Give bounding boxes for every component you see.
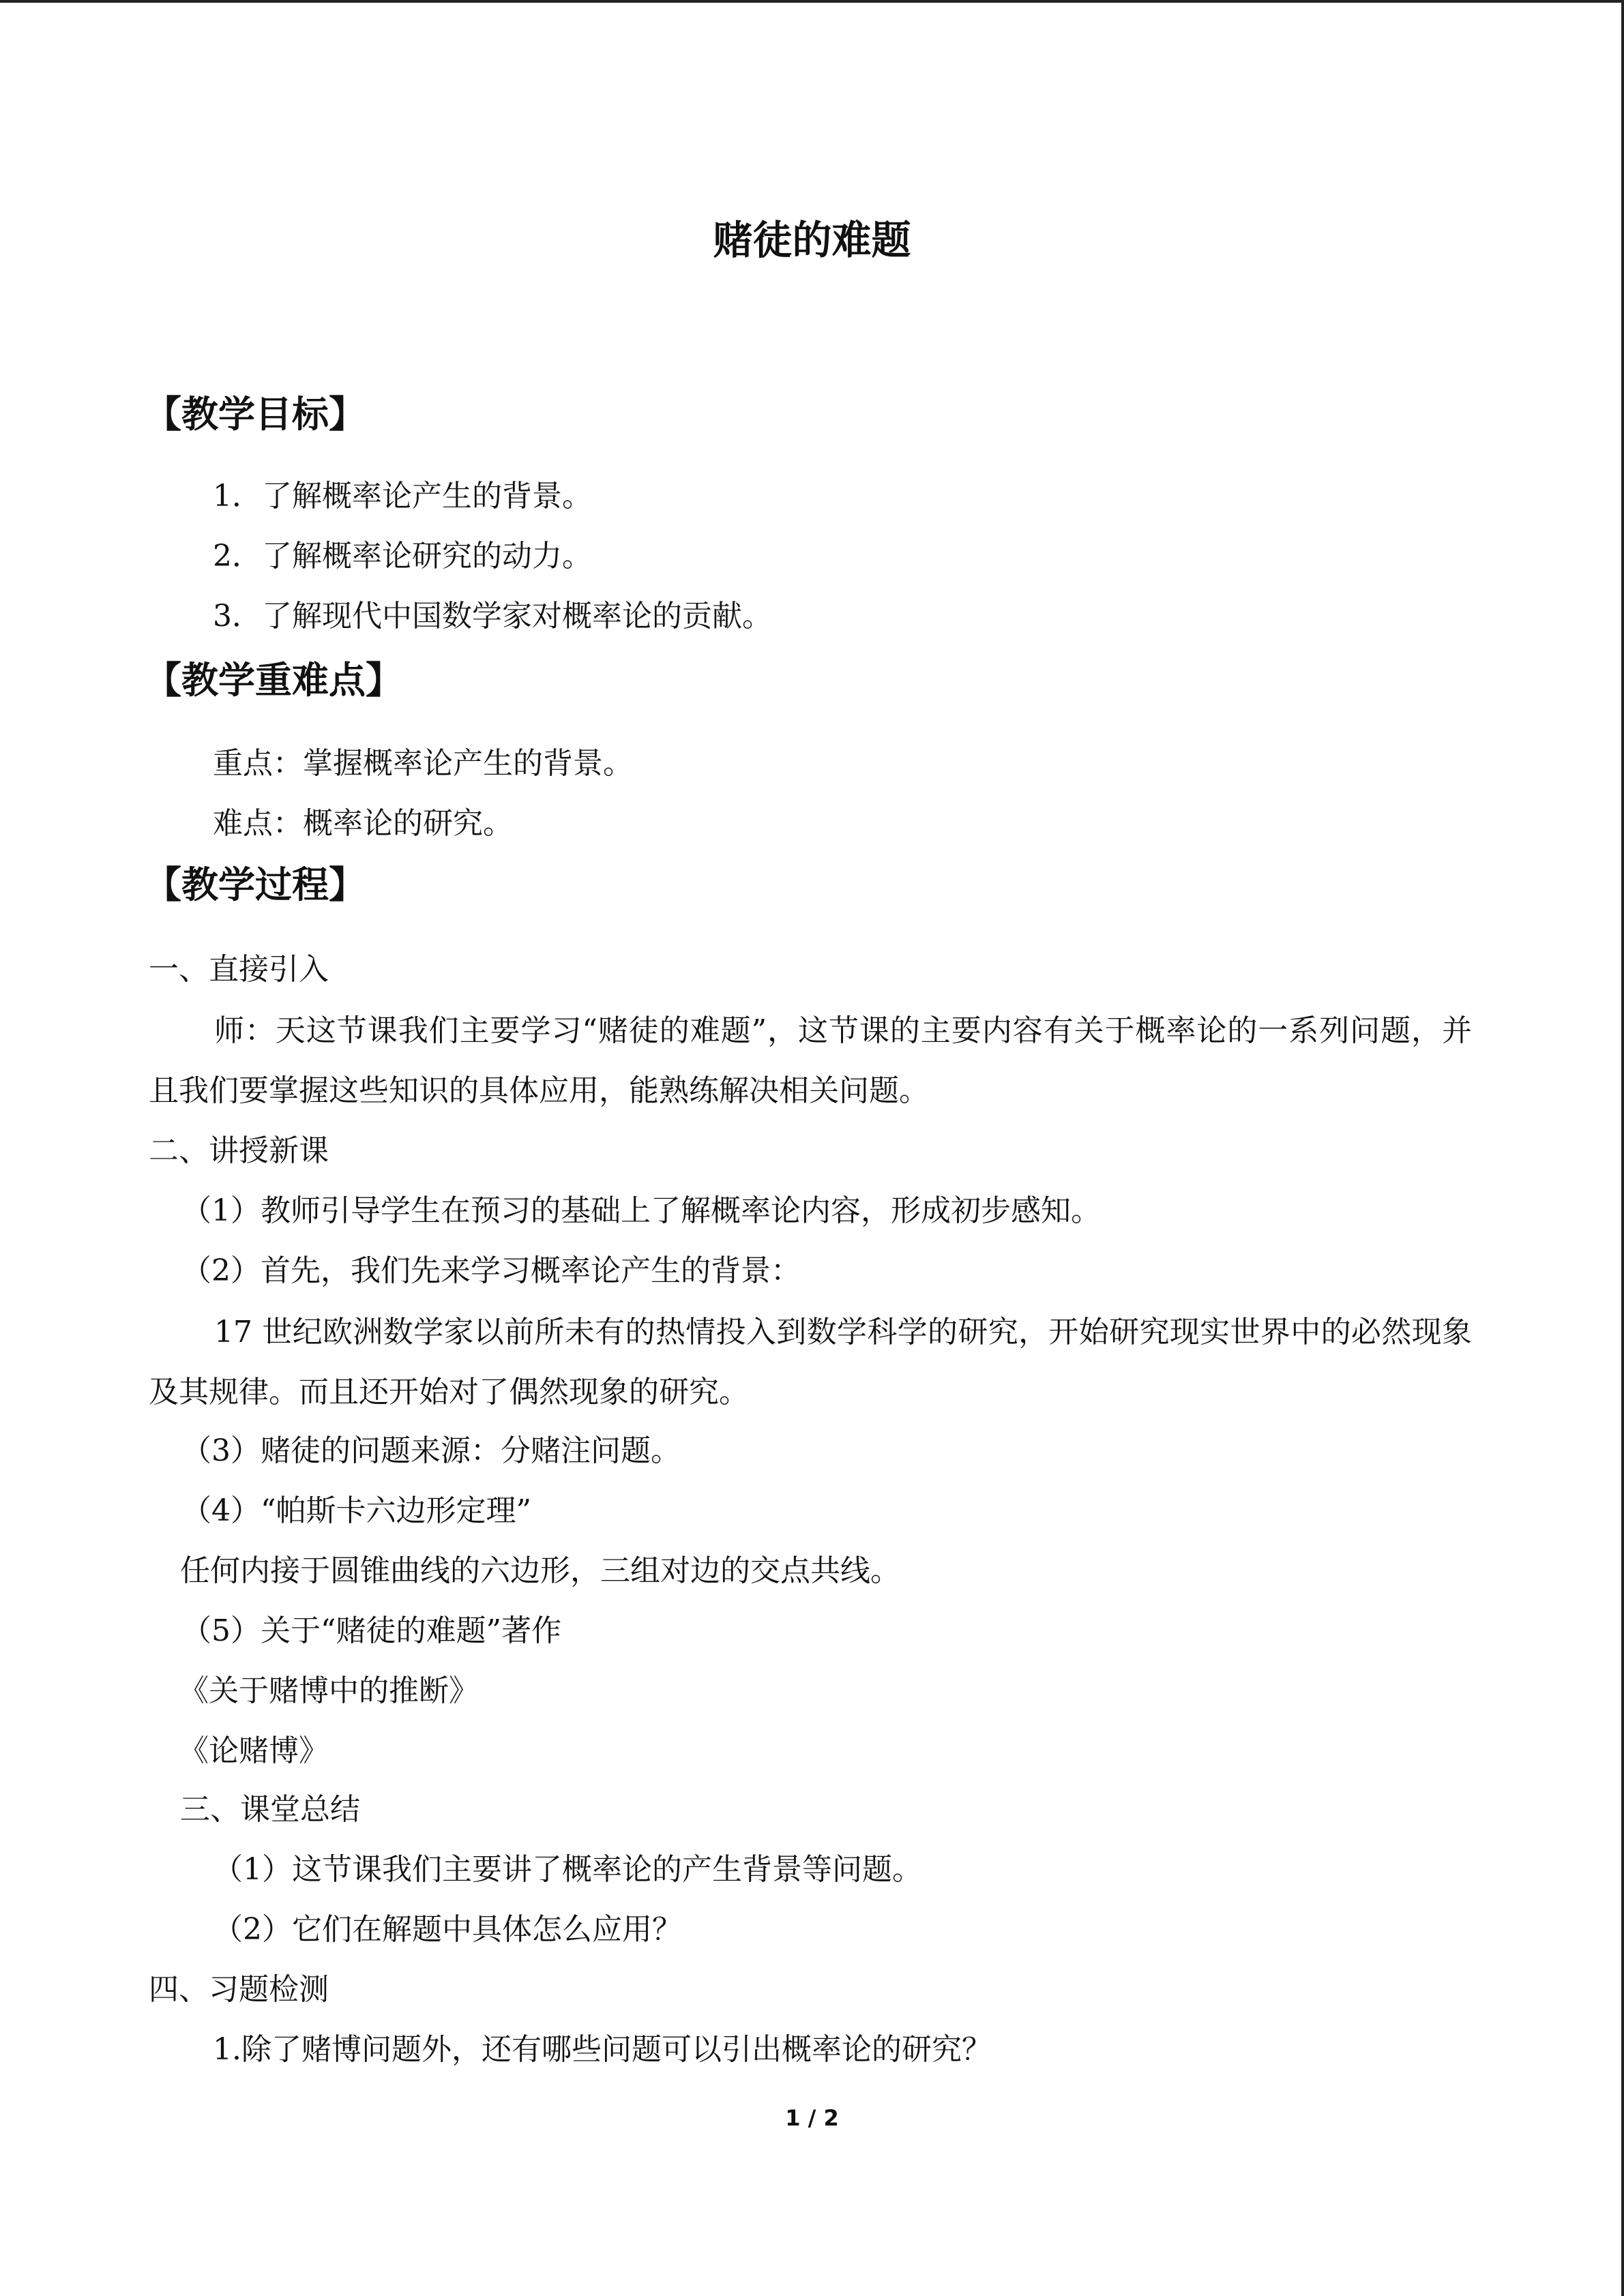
part3-title: 三、课堂总结 [180, 1792, 360, 1827]
section-heading-process: 【教学过程】 [145, 863, 366, 906]
section-heading-keypoints: 【教学重难点】 [145, 659, 402, 702]
part2-title: 二、讲授新课 [149, 1133, 329, 1168]
theorem-text: 任何内接于圆锥曲线的六边形，三组对边的交点共线。 [180, 1553, 900, 1588]
part4-title: 四、习题检测 [149, 1972, 329, 2007]
difficulty-point-text: 难点：概率论的研究。 [213, 806, 513, 841]
page-number: 1 / 2 [785, 2105, 839, 2131]
part3-item-1: （1）这节课我们主要讲了概率论的产生背景等问题。 [213, 1852, 922, 1887]
part3-item-2: （2）它们在解题中具体怎么应用？ [213, 1912, 682, 1947]
exercise-question-1: 1.除了赌博问题外，还有哪些问题可以引出概率论的研究？ [213, 2032, 992, 2067]
book-title-2: 《论赌博》 [179, 1733, 329, 1768]
part2-item-1: （1）教师引导学生在预习的基础上了解概率论内容，形成初步感知。 [181, 1193, 1101, 1228]
book-title-1: 《关于赌博中的推断》 [179, 1673, 479, 1708]
part2-item-2: （2）首先，我们先来学习概率论产生的背景： [181, 1253, 801, 1288]
part1-title: 一、直接引入 [149, 952, 329, 987]
part1-paragraph: 师：天这节课我们主要学习“赌徒的难题”，这节课的主要内容有关于概率论的一系列问题，并且我们要掌握这些知识的具体应用，能熟练解决相关问题。 [149, 1013, 1472, 1108]
part2-item-3: （3）赌徒的问题来源：分赌注问题。 [181, 1433, 681, 1468]
goal-item-2: 2．了解概率论研究的动力。 [213, 539, 592, 573]
part2-item-5: （5）关于“赌徒的难题”著作 [181, 1613, 561, 1648]
part2-item-4: （4）“帕斯卡六边形定理” [181, 1493, 531, 1528]
document-title: 赌徒的难题 [713, 217, 911, 263]
goal-item-1: 1．了解概率论产生的背景。 [213, 479, 592, 513]
goal-item-3: 3．了解现代中国数学家对概率论的贡献。 [213, 599, 772, 633]
section-heading-goals: 【教学目标】 [145, 393, 366, 436]
background-paragraph: 17 世纪欧洲数学家以前所未有的热情投入到数学科学的研究，开始研究现实世界中的必然现象及其规律。而且还开始对了偶然现象的研究。 [149, 1315, 1472, 1410]
key-point-text: 重点：掌握概率论产生的背景。 [213, 746, 633, 781]
